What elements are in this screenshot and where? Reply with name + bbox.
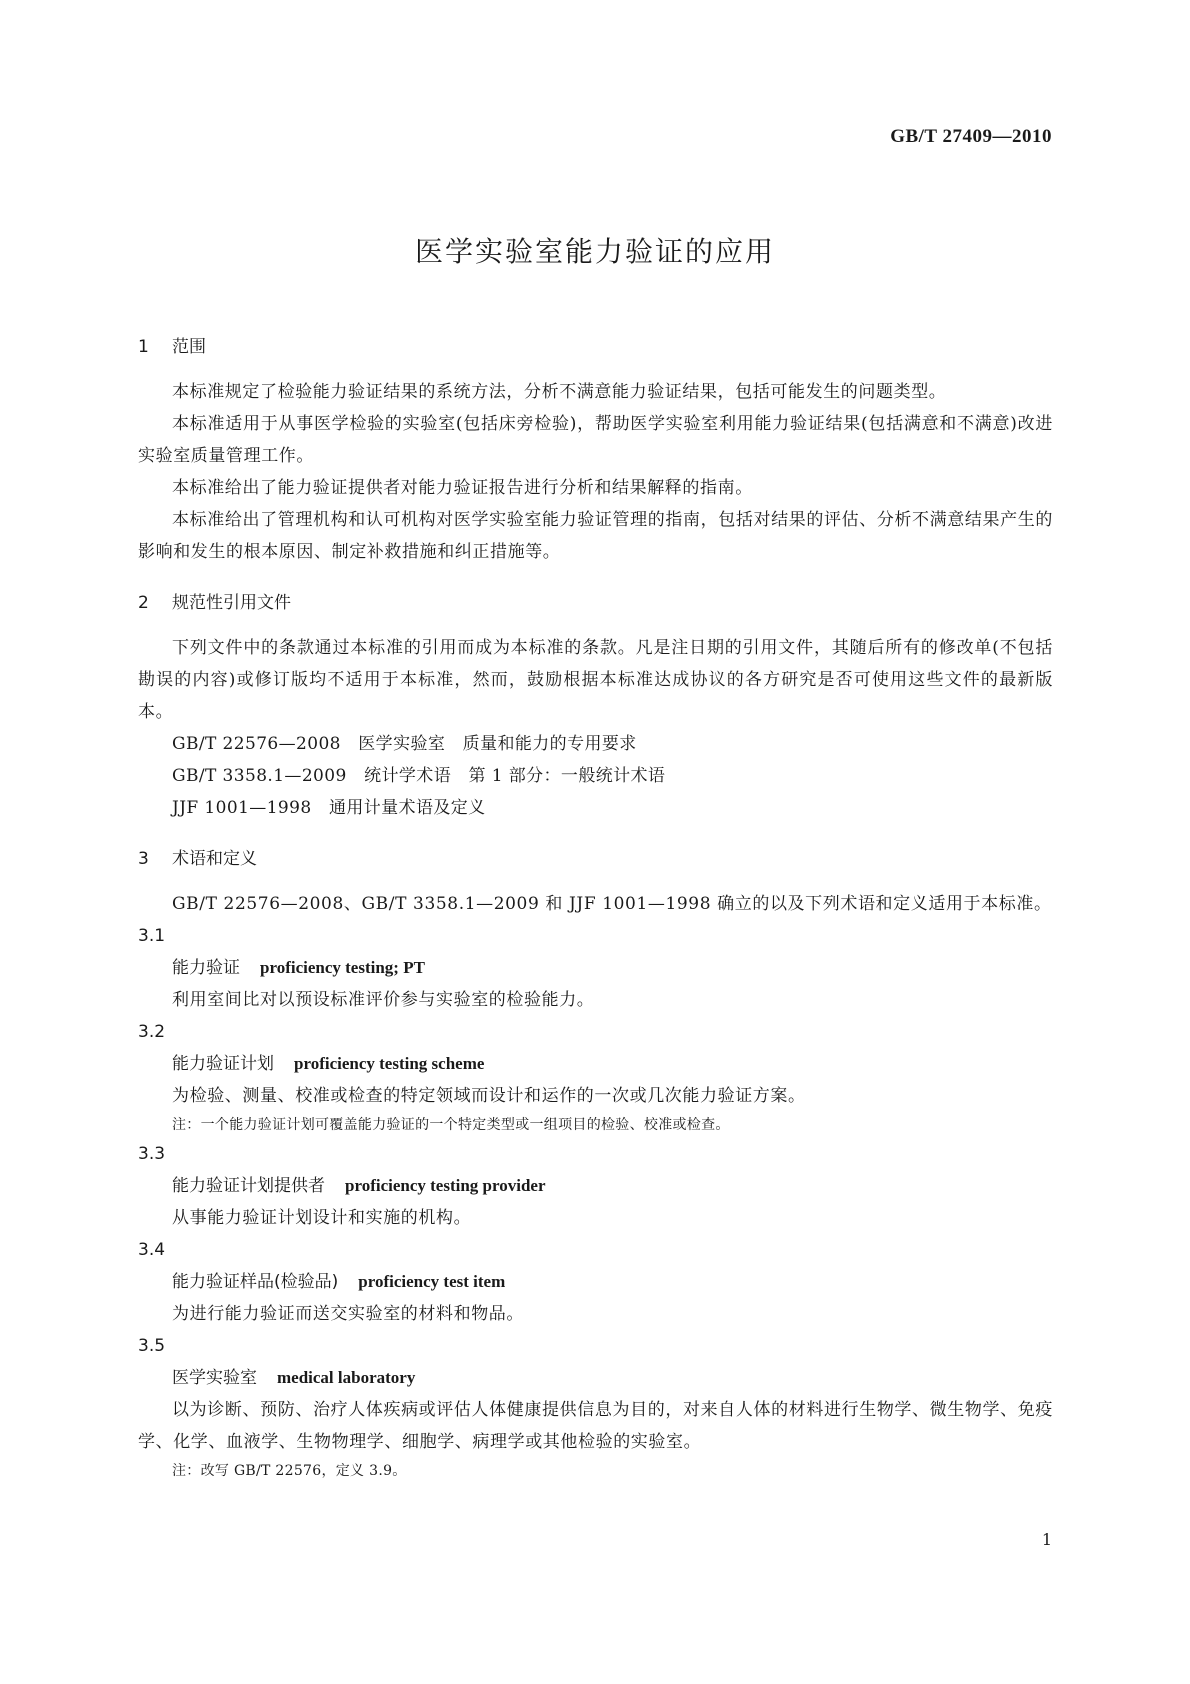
term-zh: 能力验证计划 (172, 1054, 274, 1074)
paragraph: 下列文件中的条款通过本标准的引用而成为本标准的条款。凡是注日期的引用文件，其随后所有的修改单(不包括勘误的内容)或修订版均不适用于本标准，然而，鼓励根据本标准达成协议的各方研究是否可使用这些文件的最新版本。 (138, 638, 1053, 722)
term-entry (138, 1362, 1053, 1394)
term-en: proficiency testing; PT (260, 958, 425, 977)
document-title: 医学实验室能力验证的应用 (414, 235, 775, 268)
term-entry (138, 1170, 1053, 1202)
term-zh: 能力验证样品(检验品) (172, 1272, 339, 1292)
section-heading-terms (138, 844, 1053, 874)
term-en: proficiency testing scheme (294, 1054, 485, 1073)
term-number: 3.4 (138, 1240, 166, 1260)
section-title: 规范性引用文件 (172, 593, 291, 613)
term-definition: 利用室间比对以预设标准评价参与实验室的检验能力。 (172, 990, 595, 1010)
section-heading-normative-references (138, 588, 1053, 618)
term-en: proficiency testing provider (345, 1176, 546, 1195)
page-number: 1 (1041, 1530, 1052, 1549)
reference-item: GB/T 22576—2008 医学实验室 质量和能力的专用要求 (172, 734, 637, 754)
term-number: 3.5 (138, 1336, 166, 1356)
term-number: 3.1 (138, 926, 166, 946)
term-entry (138, 952, 1053, 984)
section-title: 范围 (172, 337, 206, 357)
document-body (138, 332, 1053, 1484)
term-definition: 为进行能力验证而送交实验室的材料和物品。 (172, 1304, 524, 1324)
term-number: 3.3 (138, 1144, 166, 1164)
standard-code: GB/T 27409—2010 (890, 126, 1052, 147)
section-title: 术语和定义 (172, 849, 257, 869)
section-number: 3 (138, 849, 149, 869)
section-number: 1 (138, 337, 149, 357)
term-entry (138, 1266, 1053, 1298)
reference-item: GB/T 3358.1—2009 统计学术语 第 1 部分：一般统计术语 (172, 766, 666, 786)
term-definition: 以为诊断、预防、治疗人体疾病或评估人体健康提供信息为目的，对来自人体的材料进行生物学、微生物学、免疫学、化学、血液学、生物物理学、细胞学、病理学或其他检验的实验室。 (138, 1400, 1053, 1452)
term-zh: 能力验证计划提供者 (172, 1176, 325, 1196)
reference-item: JJF 1001—1998 通用计量术语及定义 (172, 798, 486, 818)
term-number: 3.2 (138, 1022, 166, 1042)
paragraph: 本标准给出了能力验证提供者对能力验证报告进行分析和结果解释的指南。 (172, 478, 753, 498)
term-en: proficiency test item (358, 1272, 506, 1291)
term-note: 注：改写 GB/T 22576，定义 3.9。 (172, 1463, 407, 1479)
term-zh: 医学实验室 (172, 1368, 257, 1388)
term-definition: 为检验、测量、校准或检查的特定领域而设计和运作的一次或几次能力验证方案。 (172, 1086, 806, 1106)
term-entry (138, 1048, 1053, 1080)
paragraph: 本标准给出了管理机构和认可机构对医学实验室能力验证管理的指南，包括对结果的评估、分析不满意结果产生的影响和发生的根本原因、制定补救措施和纠正措施等。 (138, 510, 1053, 562)
term-en: medical laboratory (277, 1368, 416, 1387)
paragraph: GB/T 22576—2008、GB/T 3358.1—2009 和 JJF 1001—1998 确立的以及下列术语和定义适用于本标准。 (172, 894, 1052, 914)
section-heading-scope (138, 332, 1053, 362)
section-number: 2 (138, 593, 149, 613)
paragraph: 本标准适用于从事医学检验的实验室(包括床旁检验)，帮助医学实验室利用能力验证结果(包括满意和不满意)改进实验室质量管理工作。 (138, 414, 1053, 466)
term-note: 注：一个能力验证计划可覆盖能力验证的一个特定类型或一组项目的检验、校准或检查。 (172, 1117, 730, 1133)
term-zh: 能力验证 (172, 958, 240, 978)
term-definition: 从事能力验证计划设计和实施的机构。 (172, 1208, 472, 1228)
paragraph: 本标准规定了检验能力验证结果的系统方法，分析不满意能力验证结果，包括可能发生的问题类型。 (172, 382, 947, 402)
